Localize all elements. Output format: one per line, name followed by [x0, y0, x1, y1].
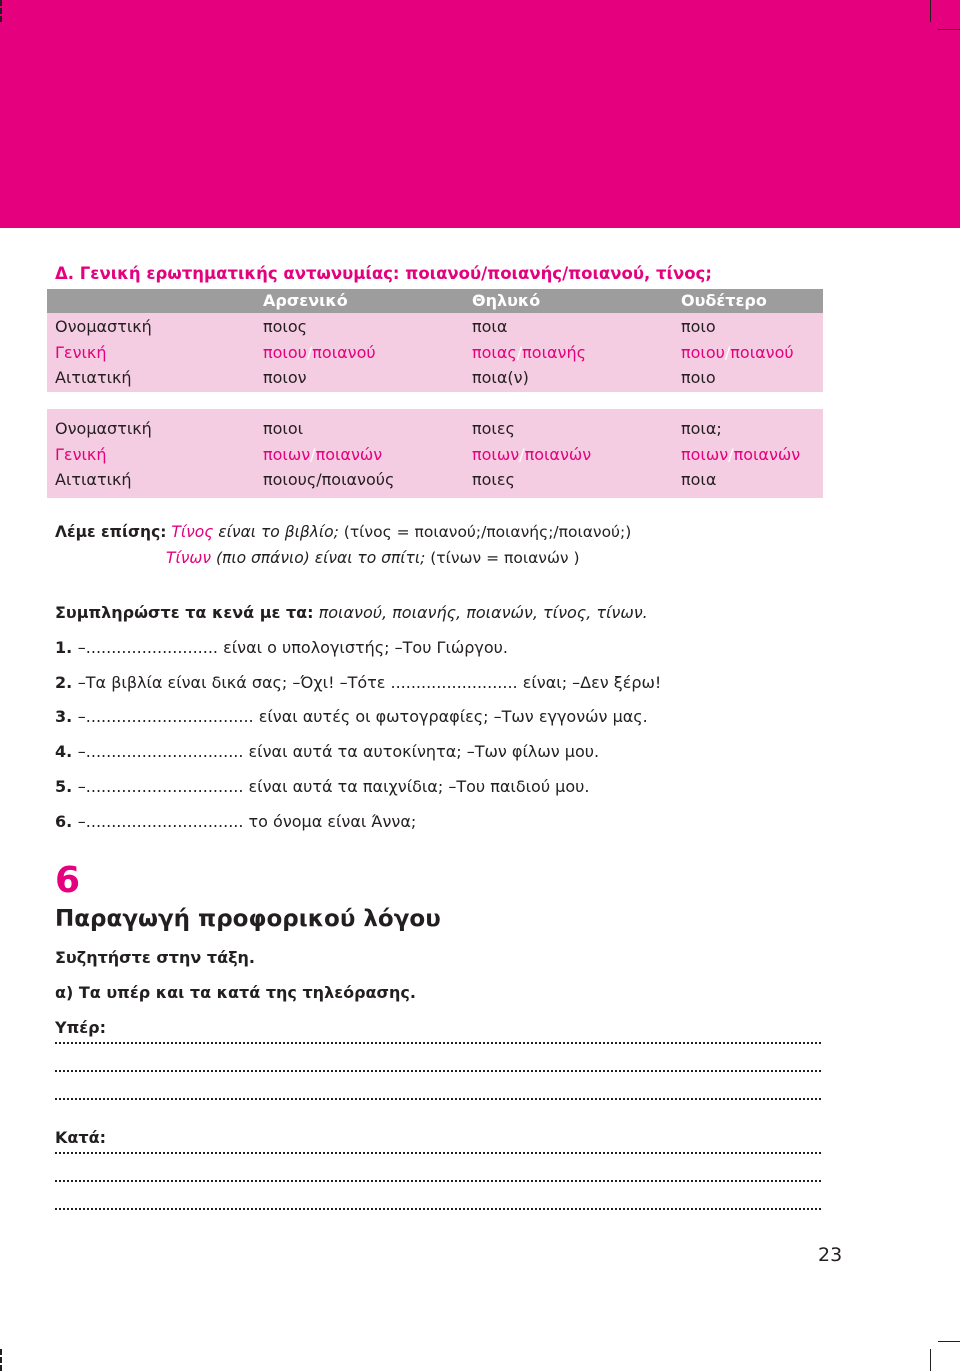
exercise-item-text[interactable]: –Τα βιβλία είναι δικά σας; –Όχι! –Τότε ......................... είναι; –Δεν ξέρω!	[77, 672, 662, 692]
crop-mark-top-right-h	[938, 29, 960, 30]
exercise-item-text[interactable]: –.......................... είναι ο υπολογιστής; –Του Γιώργου.	[77, 638, 509, 657]
page-number: 23	[818, 1244, 843, 1266]
section-title: Παραγωγή προφορικού λόγου	[55, 906, 441, 932]
plural-cell-n: ποια;	[681, 419, 722, 438]
plural-cell-case: Ονομαστική	[55, 419, 152, 438]
exercise-item	[55, 673, 661, 692]
plural-cell-m: ποιων/ποιανών	[263, 444, 383, 464]
exercise-item	[55, 707, 648, 726]
pro-answer-line-3[interactable]	[55, 1098, 821, 1100]
singular-cell-f: ποια	[472, 317, 508, 336]
note-example-1: είναι το βιβλίο;	[213, 523, 339, 541]
con-answer-line-1[interactable]	[55, 1152, 821, 1154]
singular-cell-m: ποιου/ποιανού	[263, 342, 376, 362]
header-masculine: Αρσενικό	[263, 291, 348, 310]
exercise-item-number: 2.	[55, 672, 78, 692]
pro-answer-line-2[interactable]	[55, 1070, 821, 1072]
exercise-item-number: 3.	[55, 707, 78, 727]
plural-cell-case: Αιτιατική	[55, 470, 132, 489]
section-d-heading	[55, 264, 712, 283]
note-word-tinos: Τίνος	[171, 523, 214, 541]
singular-cell-f: ποια(ν)	[472, 368, 529, 387]
exercise-item-number: 4.	[55, 742, 78, 762]
section-number: 6	[55, 860, 81, 901]
note-explanation-2: (τίνων = ποιανών )	[425, 549, 580, 567]
exercise-item	[55, 777, 589, 796]
singular-cell-case: Αιτιατική	[55, 368, 132, 387]
singular-cell-case: Γενική	[55, 342, 107, 362]
crop-mark-bottom-right	[930, 1349, 931, 1371]
singular-cell-n: ποιο	[681, 368, 716, 387]
crop-mark-top-right	[930, 0, 931, 22]
top-magenta-banner	[0, 0, 960, 228]
con-answer-line-2[interactable]	[55, 1180, 821, 1182]
section-d-letter: Δ.	[55, 264, 75, 283]
note-line-1	[55, 523, 631, 541]
exercise-item-number: 6.	[55, 811, 78, 831]
note-word-tinon: Τίνων	[166, 549, 212, 567]
singular-cell-n: ποιου/ποιανού	[681, 342, 794, 362]
exercise-instruction	[55, 603, 648, 622]
exercise-item-number: 1.	[55, 638, 78, 657]
header-feminine: Θηλυκό	[472, 291, 541, 310]
plural-cell-n: ποια	[681, 470, 717, 489]
exercise-item-text[interactable]: –............................... το όνομα είναι Άννα;	[77, 811, 417, 831]
con-answer-line-3[interactable]	[55, 1208, 821, 1210]
singular-cell-m: ποιος	[263, 317, 308, 336]
exercise-instruction-bold: Συμπληρώστε τα κενά με τα:	[55, 603, 314, 622]
con-label: Κατά:	[55, 1128, 106, 1147]
singular-cell-n: ποιο	[681, 317, 716, 336]
exercise-item	[55, 812, 416, 831]
exercise-item-text[interactable]: –................................. είναι αυτές οι φωτογραφίες; –Των εγγονών μας.	[77, 707, 648, 727]
section-d-title: Γενική ερωτηματικής αντωνυμίας: ποιανού/ποιανής/ποιανού, τίνος;	[79, 264, 712, 283]
note-line-2	[166, 549, 580, 567]
plural-cell-f: ποιες	[472, 470, 515, 489]
crop-mark-bottom-right-h	[938, 1341, 960, 1342]
plural-cell-f: ποιων/ποιανών	[472, 444, 592, 464]
exercise-item	[55, 742, 599, 761]
plural-cell-m: ποιους/ποιανούς	[263, 470, 395, 489]
pro-answer-line-1[interactable]	[55, 1042, 821, 1044]
note-example-2: (πιο σπάνιο) είναι το σπίτι;	[211, 549, 426, 567]
crop-mark-left-bottom	[0, 1349, 5, 1371]
plural-cell-f: ποιες	[472, 419, 515, 438]
plural-cell-m: ποιοι	[263, 419, 304, 438]
singular-cell-m: ποιον	[263, 368, 307, 387]
exercise-item	[55, 638, 508, 657]
exercise-instruction-words: ποιανού, ποιανής, ποιανών, τίνος, τίνων.	[313, 603, 648, 622]
crop-mark-left-top	[0, 0, 5, 22]
header-neuter: Ουδέτερο	[681, 291, 767, 310]
exercise-item-text[interactable]: –............................... είναι αυτά τα παιχνίδια; –Του παιδιού μου.	[77, 776, 590, 796]
singular-cell-f: ποιας/ποιανής	[472, 342, 587, 362]
discussion-instruction: Συζητήστε στην τάξη.	[55, 948, 255, 967]
note-explanation-1: (τίνος = ποιανού;/ποιανής;/ποιανού;)	[338, 523, 632, 541]
exercise-item-text[interactable]: –............................... είναι αυτά τα αυτοκίνητα; –Των φίλων μου.	[77, 742, 600, 762]
exercise-item-number: 5.	[55, 776, 78, 796]
singular-cell-case: Ονομαστική	[55, 317, 152, 336]
discussion-topic: α) Τα υπέρ και τα κατά της τηλεόρασης.	[55, 983, 416, 1002]
plural-cell-case: Γενική	[55, 444, 107, 464]
pro-label: Υπέρ:	[55, 1018, 106, 1037]
note-label: Λέμε επίσης:	[55, 523, 167, 541]
plural-cell-n: ποιων/ποιανών	[681, 444, 801, 464]
